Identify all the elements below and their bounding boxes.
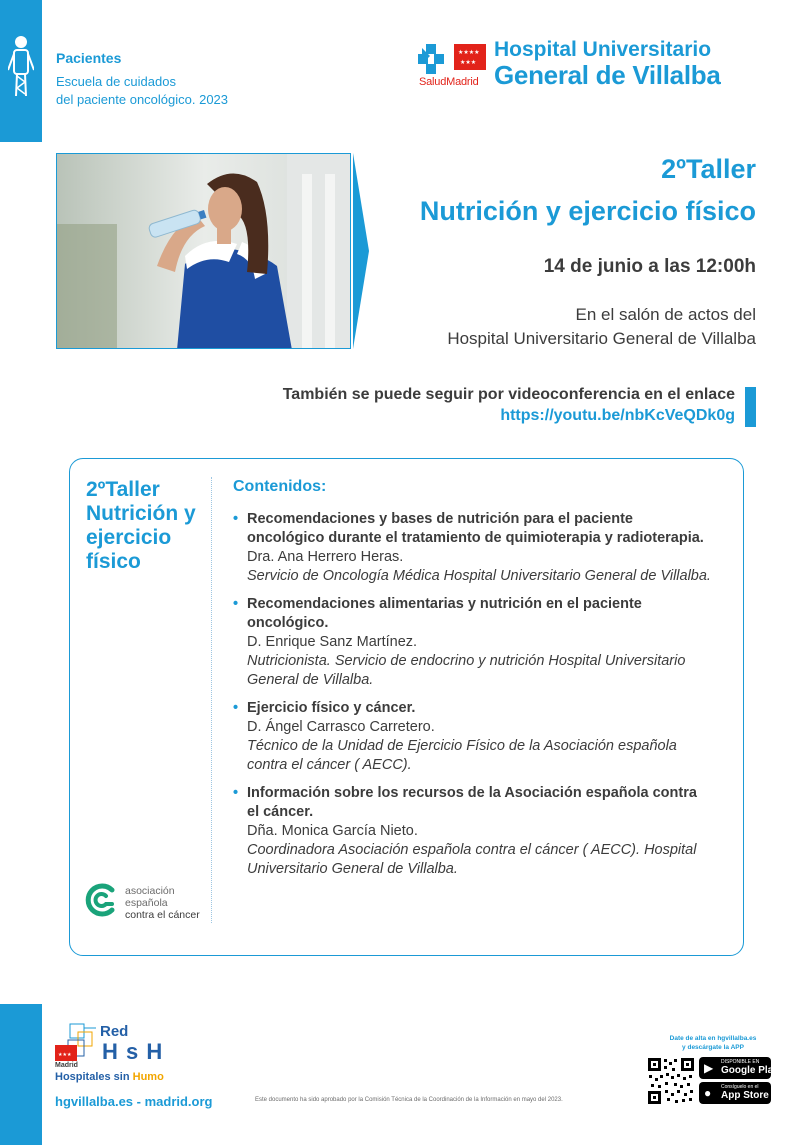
approval-note: Este documento ha sido aprobado por la Comisión Técnica de la Coordinación de la Información en mayo del 2023. [255, 1097, 563, 1103]
item-speaker: D. Enrique Sanz Martínez. [247, 634, 418, 650]
item-role: Coordinadora Asociación española contra el cáncer ( AECC). Hospital Universitario General de Villalba. [247, 842, 697, 877]
aecc-text-line1: asociación [125, 885, 175, 897]
contents-side-title: 2ºTaller Nutrición y ejercicio físico [86, 478, 196, 573]
event-place-line1: En el salón de actos del [575, 305, 756, 324]
bullet-icon: • [233, 700, 239, 716]
hsh-logo-text: H s H [102, 1039, 164, 1064]
list-item [233, 784, 713, 879]
list-item [233, 699, 713, 775]
salud-madrid-text: SaludMadrid [419, 76, 479, 88]
hospital-name-line1: Hospital Universitario [494, 38, 712, 61]
aecc-text-line3: contra el cáncer [125, 909, 200, 921]
hospital-name-line2: General de Villalba [494, 60, 721, 90]
google-play-icon: ▶ [704, 1061, 714, 1075]
app-promo-line2: y descárgate la APP [682, 1044, 744, 1051]
program-subtitle: Escuela de cuidados del paciente oncológico. 2023 [56, 74, 229, 107]
event-title-line1: 2ºTaller [661, 154, 756, 184]
svg-text:★★★: ★★★ [460, 60, 477, 66]
madrid-word: Madrid [55, 1062, 78, 1069]
item-speaker: Dra. Ana Herrero Heras. [247, 549, 404, 565]
item-role: Nutricionista. Servicio de endocrino y nutrición Hospital Universitario General de Villalba. [247, 653, 686, 688]
item-title: Ejercicio físico y cáncer. [247, 700, 416, 716]
section-label: Pacientes [56, 50, 122, 66]
list-item [233, 510, 713, 586]
hospitales-sin-humo: Hospitales sin Humo [55, 1071, 164, 1083]
bullet-icon: • [233, 511, 239, 527]
item-title: Información sobre los recursos de la Asociación española contra el cáncer. [247, 785, 697, 820]
aecc-logo-icon [84, 882, 120, 918]
event-place-line2: Hospital Universitario General de Villalba [447, 329, 756, 348]
qr-code-icon[interactable] [647, 1057, 695, 1105]
item-title: Recomendaciones alimentarias y nutrición en el paciente oncológico. [247, 596, 642, 631]
woman-drinking-water-photo [56, 153, 351, 349]
madrid-flag-icon [55, 1045, 77, 1061]
photo-arrow-icon [353, 153, 369, 349]
contents-heading: Contenidos: [233, 478, 327, 495]
event-date: 14 de junio a las 12:00h [543, 256, 756, 277]
app-promo-line1: Date de alta en hgvillalba.es [669, 1035, 757, 1042]
item-speaker: Dña. Monica García Nieto. [247, 823, 418, 839]
google-play-badge[interactable]: ▶ DISPONIBLE EN Google Play [699, 1057, 771, 1079]
aecc-text-line2: española [125, 897, 168, 909]
item-title: Recomendaciones y bases de nutrición para el paciente oncológico durante el tratamiento de quimioterapia y radioterapia. [247, 511, 704, 546]
red-hsh-word: Red [100, 1023, 129, 1040]
apple-icon: ● [704, 1086, 712, 1100]
bullet-icon: • [233, 785, 239, 801]
bullet-icon: • [233, 596, 239, 612]
video-accent-bar [745, 387, 756, 427]
event-title-line2: Nutrición y ejercicio físico [419, 196, 756, 226]
item-role: Servicio de Oncología Médica Hospital Universitario General de Villalba. [247, 568, 711, 584]
contents-list [233, 510, 713, 888]
youtube-link[interactable]: https://youtu.be/nbKcVeQDk0g [500, 407, 735, 424]
svg-text:★★★: ★★★ [58, 1052, 72, 1058]
patient-icon [8, 36, 34, 98]
app-store-badge[interactable]: ● Consíguelo en el App Store [699, 1082, 771, 1104]
contents-divider [211, 477, 212, 923]
item-role: Técnico de la Unidad de Ejercicio Físico de la Asociación española contra el cáncer ( AECC). [247, 738, 677, 773]
svg-text:★★★★: ★★★★ [458, 50, 480, 56]
item-speaker: D. Ángel Carrasco Carretero. [247, 719, 435, 735]
top-blue-strip [0, 0, 42, 142]
list-item [233, 595, 713, 690]
videoconference-text: También se puede seguir por videoconferencia en el enlace [282, 386, 735, 403]
bottom-blue-strip [0, 1004, 42, 1145]
website-links[interactable]: hgvillalba.es - madrid.org [55, 1094, 213, 1109]
